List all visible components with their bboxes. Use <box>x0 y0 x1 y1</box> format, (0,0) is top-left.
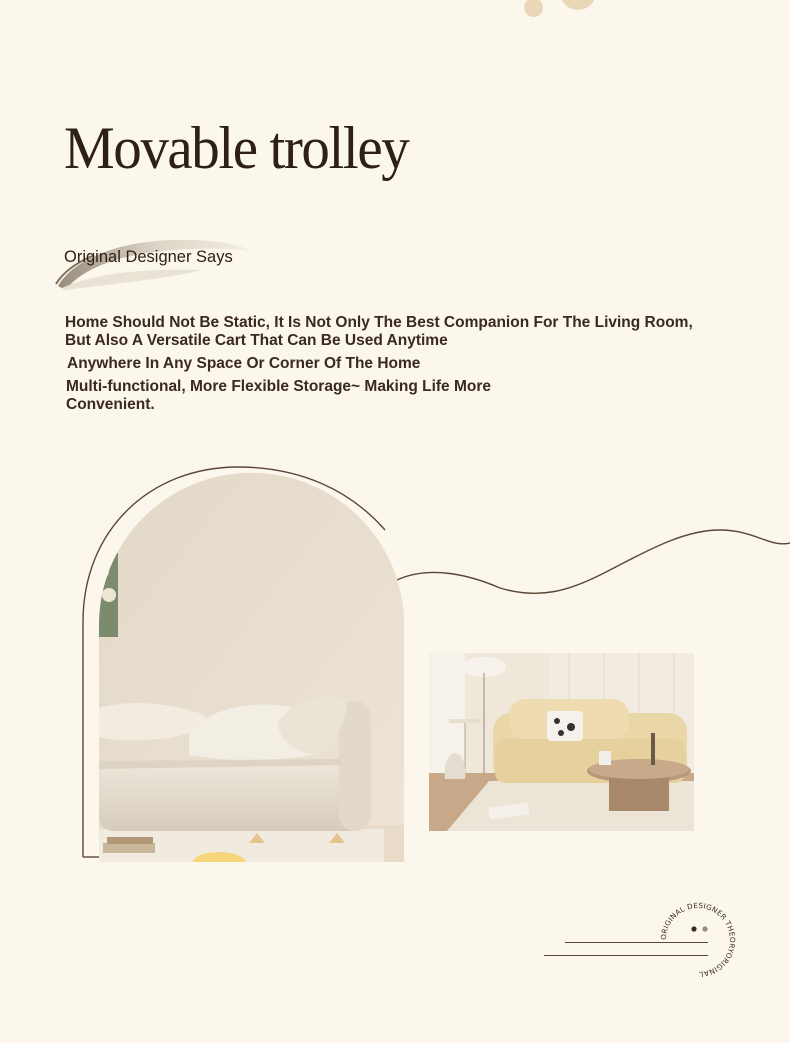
description-line-4: Multi-functional, More Flexible Storage~ Making Life More <box>66 378 492 395</box>
sofa-arch-image <box>99 473 404 862</box>
living-room-image <box>429 653 694 831</box>
designer-says-label: Original Designer Says <box>64 248 233 266</box>
svg-text:ORIGINAL DESIGNER THEORYORIGIN <box>659 901 737 979</box>
stamp-text: ORIGINAL DESIGNER THEORYORIGINAL <box>658 900 738 980</box>
decorative-dot-small <box>524 0 543 17</box>
description-line-5: Convenient. <box>66 396 155 413</box>
divider-line-top <box>565 942 708 943</box>
description-line-3: Anywhere In Any Space Or Corner Of The Home <box>67 355 421 372</box>
original-designer-stamp <box>658 900 738 980</box>
decorative-dot-large <box>560 0 596 10</box>
description-line-2: But Also A Versatile Cart That Can Be Used Anytime <box>65 332 448 349</box>
description-line-1: Home Should Not Be Static, It Is Not Only The Best Companion For The Living Room, <box>65 314 693 331</box>
page-title: Movable trolley <box>64 115 409 181</box>
divider-line-bottom <box>544 955 708 956</box>
